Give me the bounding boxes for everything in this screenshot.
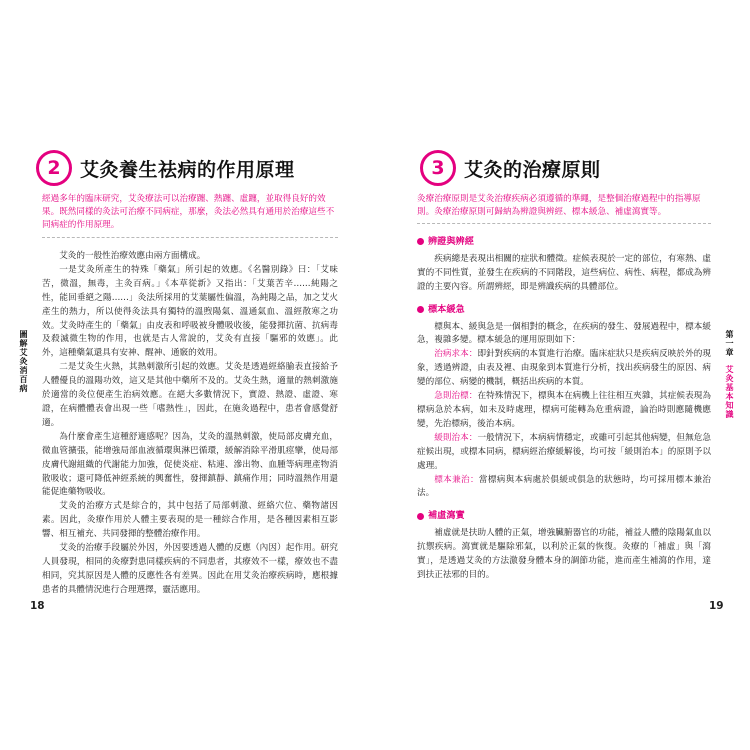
subsection-heading (417, 509, 711, 523)
dashed-divider (42, 237, 338, 238)
subsection-heading (417, 235, 711, 249)
principle-item (417, 474, 711, 502)
page-number-right: 19 (709, 600, 724, 612)
bullet-dot-icon (417, 513, 424, 520)
principle-description: 一般情況下，本病病情穩定，或雖可引起其他病變，但無危急症候出現，或標本同病，標病經治療緩解後，均可按「緩則治本」的原則予以處理。 (417, 432, 711, 471)
body-paragraph: 疾病總是表現出相關的症狀和體徵。症候表現於一定的部位，有寒熱、虛實的不同性質，並發生在疾病的不同階段，這些病位、病性、病程，都成為辨證的主要內容。所謂辨經，即是辨識疾病的具體部位。 (417, 253, 711, 292)
subsection-heading-label: 標本緩急 (428, 303, 465, 315)
principle-description: 當標病與本病處於俱緩或俱急的狀態時，均可採用標本兼治法。 (417, 474, 711, 499)
subsection-heading-label: 辨證與辨經 (428, 236, 474, 247)
chapter-title: 艾灸基本知識 (725, 364, 734, 419)
section-intro: 灸療治療原則是艾灸治療疾病必須遵循的準繩，是整個治療過程中的指導原則。灸療治療原則可歸納為辨證與辨經、標本緩急、補虛瀉實等。 (417, 194, 701, 217)
body-paragraph: 二是艾灸生火熱，其熱刺激所引起的效應。艾灸是透過經絡腧表直接給予人體優良的溫陽功效，這又是其他中藥所不及的。艾灸生熱，適量的熱刺激施於適當的灸位便產生治病效應。在絕大多數情況下，實證、熱證、虛證、寒證，在病體體表會出現一些「嗜熱性」，因此，在施灸過程中，患者會感覺舒適。 (42, 362, 338, 428)
section-title: 艾灸養生祛病的作用原理 (80, 158, 295, 181)
right-section-header (420, 150, 601, 186)
body-paragraph: 一是艾灸所產生的特殊「藥氣」所引起的效應。《名醫別錄》曰：「艾味苦，微溫，無毒，主灸百病。」《本草從新》又指出：「艾葉苦辛……純陽之性，能回垂絕之陽……」灸法所採用的艾葉屬性偏溫，為純陽之品，加之艾火產生的熱力，所以使得灸法具有獨特的溫煦陽氣、溫通氣血、溫經散寒之功效。艾灸時產生的「藥氣」由皮表和呼吸被身體吸收後，能發揮抗菌、抗病毒及殺滅微生物的作用，也就是古人常說的，艾灸有直接「驅邪的效應」。此外，這種藥氣還具有安神、醒神、通竅的效用。 (42, 264, 338, 359)
section-intro: 經過多年的臨床研究，艾灸療法可以治療躔、熱躔、虛躔，並取得良好的效果。既然同樣的灸法可治療不同病症，那麼，灸法必然具有通用於治療這些不同病症的作用原理。 (42, 194, 335, 230)
dashed-divider (417, 223, 711, 224)
subsection-heading-label: 補虛瀉實 (428, 510, 465, 522)
principle-item (417, 348, 711, 390)
chapter-number: 第一章 (725, 330, 734, 357)
principle-term: 急則治標： (434, 391, 478, 402)
section-title: 艾灸的治療原則 (464, 158, 601, 181)
principle-term: 治病求本： (434, 349, 478, 360)
principle-description: 在特殊情況下，標與本在病機上往往相互夾雜，其症候表現為標病急於本病，如未及時處理，標病可能轉為危重病證，論治時則應隨機應變，先治標病，後治本病。 (417, 391, 711, 429)
principle-term: 標本兼治： (434, 474, 479, 485)
section-number-badge: 2 (36, 150, 72, 186)
principle-description: 即針對疾病的本質進行治療。臨床症狀只是疾病反映於外的現象，透過辨證，由表及裡、由現象到本質進行分析，找出疾病發生的原因、病變的部位、病變的機制，概括出疾病的本質。 (417, 349, 711, 388)
book-title-side-label: 圖解艾灸消百病 (19, 330, 28, 393)
bullet-dot-icon (417, 238, 424, 245)
left-body-text (42, 250, 338, 598)
principle-item (417, 390, 711, 432)
right-page (375, 0, 750, 750)
body-paragraph: 補虛就是扶助人體的正氣，增強臟腑器官的功能，補益人體的陰陽氣血以抗禦疾病。瀉實就是驅除邪氣，以利於正氣的恢復。灸療的「補虛」與「瀉實」，是透過艾灸的方法激發身體本身的調節功能，進而產生補瀉的作用，達到扶正祛邪的目的。 (417, 528, 711, 580)
body-paragraph: 為什麼會產生這種舒適感呢？因為，艾灸的溫熱刺激，使局部皮膚充血，微血管擴張，能增強局部血液循環與淋巴循環，緩解消除平滑肌痙攣，使局部皮膚代謝組織的代謝能力加強，促使炎症、粘連、滲出物、血腫等病理產物消散吸收；還可降低神經系統的興奮性，發揮鎮靜、鎮痛作用；同時溫熱作用還能促進藥物吸收。 (42, 431, 338, 498)
subsection-heading (417, 303, 711, 317)
principle-term: 緩則治本： (434, 432, 478, 443)
right-body-text (417, 235, 711, 583)
body-paragraph: 標與本、緩與急是一個相對的概念，在疾病的發生、發展過程中，標本緩急，複雜多變。標本緩急的運用原則如下： (417, 321, 711, 346)
body-paragraph: 艾灸的一般性治療效應由兩方面構成。 (59, 251, 206, 261)
principle-item (417, 432, 711, 474)
chapter-side-label (724, 330, 735, 419)
page-number-left: 18 (30, 600, 45, 612)
body-paragraph: 艾灸的治療方式是綜合的，其中包括了局部刺激、經絡穴位、藥物諸因素。因此，灸療作用於人體主要表現的是一種綜合作用，是各種因素相互影響、相互補充、共同發揮的整體治療作用。 (42, 501, 338, 540)
bullet-dot-icon (417, 306, 424, 313)
body-paragraph: 艾灸的治療手段屬於外因，外因要透過人體的反應（內因）起作用。研究人員發現，相同的灸療對患同樣疾病的不同患者，其療效不一樣，療效也不盡相同，究其原因是人體的反應性各有差異。因此在用艾灸治療疾病時，應根據患者的具體情況進行合理選擇，靈活應用。 (42, 543, 338, 595)
section-number-badge: 3 (420, 150, 456, 186)
left-section-header (36, 150, 295, 186)
